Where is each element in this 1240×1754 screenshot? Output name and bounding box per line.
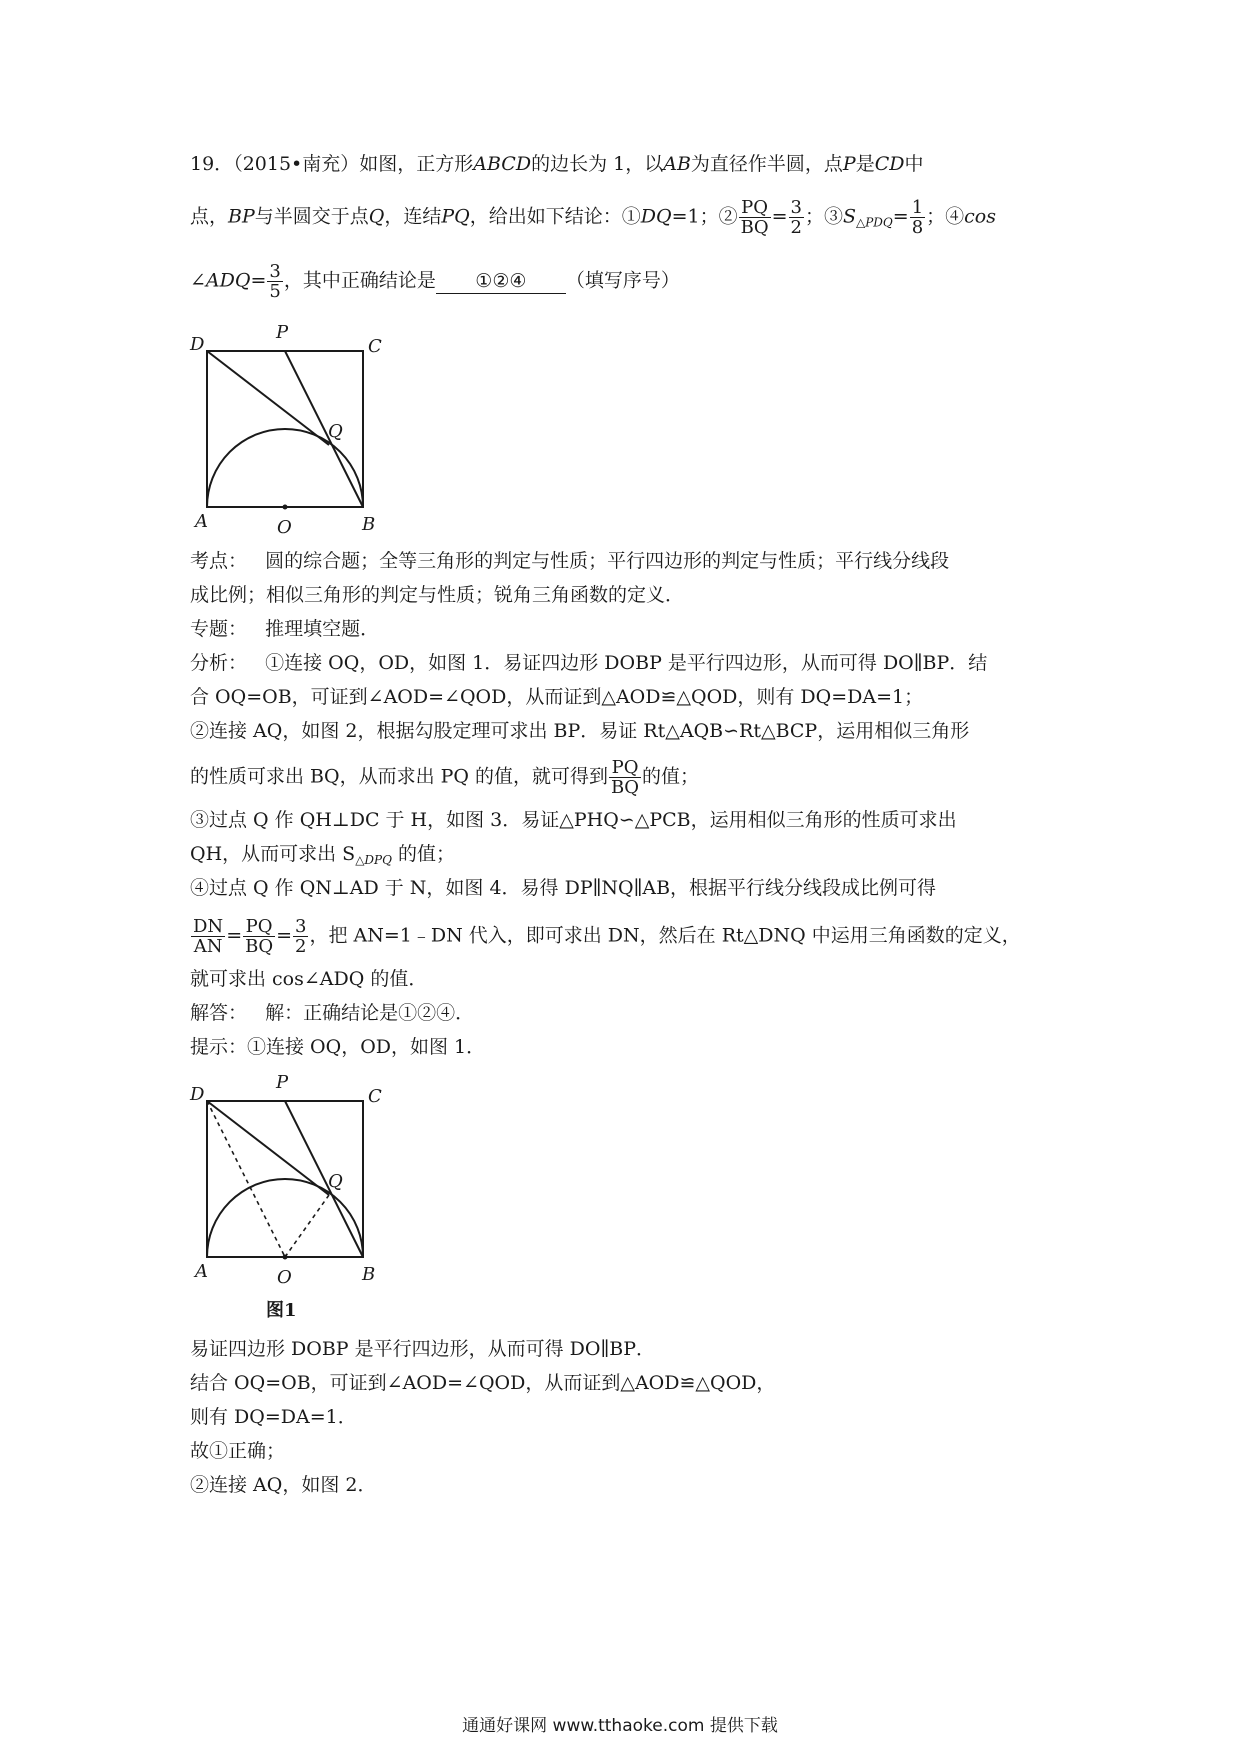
fraction-pq-bq: $\frac{PQ}{BQ}$ xyxy=(740,197,769,238)
proof-line-1: 易证四边形 DOBP 是平行四边形，从而可得 DO∥BP． xyxy=(190,1338,656,1360)
fenxi-line-5: ③过点 Q 作 QH⊥DC 于 H，如图 3．易证△PHQ∽△PCB，运用相似三角形的性质可求出 xyxy=(190,809,957,831)
page-footer: 通通好课网 www.tthaoke.com 提供下载 xyxy=(462,1716,778,1736)
fig1-label-Q: Q xyxy=(328,1171,343,1192)
fig1-label-C: C xyxy=(368,1086,382,1107)
fraction-3-5: $\frac{3}{5}$ xyxy=(269,261,281,302)
tishi-line: 提示：①连接 OQ，OD，如图 1． xyxy=(190,1036,486,1058)
problem-line-2: 点，BP与半圆交于点Q，连结PQ，给出如下结论：①DQ=1；② $\frac{PQ}{BQ}$ = $\frac{3}{2}$ ；$③S_{\triangle PDQ}=$ $\frac{1}{8}$ ；④cos xyxy=(190,197,996,238)
problem-line-1: 19．（2015•南充）如图，正方形ABCD的边长为 1，以AB为直径作半圆，点P是CD中 xyxy=(190,153,924,175)
fraction-1-8: $\frac{1}{8}$ xyxy=(911,197,924,238)
label-A: A xyxy=(195,511,208,532)
answer-blank: ①②④ xyxy=(436,269,566,294)
proof-line-2: 结合 OQ=OB，可证到∠AOD=∠QOD，从而证到△AOD≌△QOD， xyxy=(190,1372,776,1394)
label-Q: Q xyxy=(328,421,343,442)
fig1-label-P: P xyxy=(276,1072,289,1093)
zhuanti-line: 专题： 推理填空题． xyxy=(190,618,380,640)
fenxi-line-4: 的性质可求出 BQ，从而求出 PQ 的值，就可得到 $\frac{PQ}{BQ}$ 的值； xyxy=(190,757,700,798)
label-C: C xyxy=(368,336,382,357)
label-D: D xyxy=(190,334,205,355)
label-B: B xyxy=(362,514,376,535)
fig1-label-D: D xyxy=(190,1084,205,1105)
figure-1 xyxy=(180,1068,400,1290)
proof-line-3: 则有 DQ=DA=1． xyxy=(190,1406,357,1428)
fenxi-line-8: $\frac{DN}{AN}$ = $\frac{PQ}{BQ}$ = $\frac{3}{2}$ ，把 AN=1﹣DN 代入，即可求出 DN，然后在 Rt△DNQ 中运用三角函数的定义， xyxy=(193,916,1021,957)
fenxi-line-9: 就可求出 cos∠ADQ 的值． xyxy=(190,968,428,990)
problem-line-3: ∠ADQ= $\frac{3}{5}$ ，其中正确结论是 ①②④ （填写序号） xyxy=(190,261,680,302)
proof-line-4: 故①正确； xyxy=(190,1440,286,1462)
fig1-label-O: O xyxy=(277,1267,292,1288)
label-P: P xyxy=(276,322,289,343)
kaodian-line-1: 考点： 圆的综合题；全等三角形的判定与性质；平行四边形的判定与性质；平行线分线段 xyxy=(190,550,950,572)
fenxi-line-1: 分析： ①连接 OQ，OD，如图 1．易证四边形 DOBP 是平行四边形，从而可得 DO∥BP．结 xyxy=(190,652,988,674)
fenxi-line-7: ④过点 Q 作 QN⊥AD 于 N，如图 4．易得 DP∥NQ∥AB，根据平行线分线段成比例可得 xyxy=(190,877,937,899)
fenxi-line-3: ②连接 AQ，如图 2，根据勾股定理可求出 BP．易证 Rt△AQB∽Rt△BCP，运用相似三角形 xyxy=(190,720,970,742)
fig1-label-B: B xyxy=(362,1264,376,1285)
figure-1-caption: 图1 xyxy=(266,1300,297,1321)
fenxi-line-6: QH，从而可求出 $S_{\triangle DPQ}$ 的值； xyxy=(190,843,456,867)
fraction-3-2: $\frac{3}{2}$ xyxy=(790,197,802,238)
fraction-pq-bq-2: $\frac{PQ}{BQ}$ xyxy=(611,757,640,798)
jieda-line: 解答： 解：正确结论是①②④． xyxy=(190,1002,475,1024)
proof-line-5: ②连接 AQ，如图 2． xyxy=(190,1474,377,1496)
problem-figure xyxy=(180,318,400,540)
kaodian-line-2: 成比例；相似三角形的判定与性质；锐角三角函数的定义． xyxy=(190,584,685,606)
fenxi-line-2: 合 OQ=OB，可证到∠AOD=∠QOD，从而证到△AOD≌△QOD，则有 DQ=DA=1； xyxy=(190,686,924,708)
label-O: O xyxy=(277,517,292,538)
fig1-label-A: A xyxy=(195,1261,208,1282)
